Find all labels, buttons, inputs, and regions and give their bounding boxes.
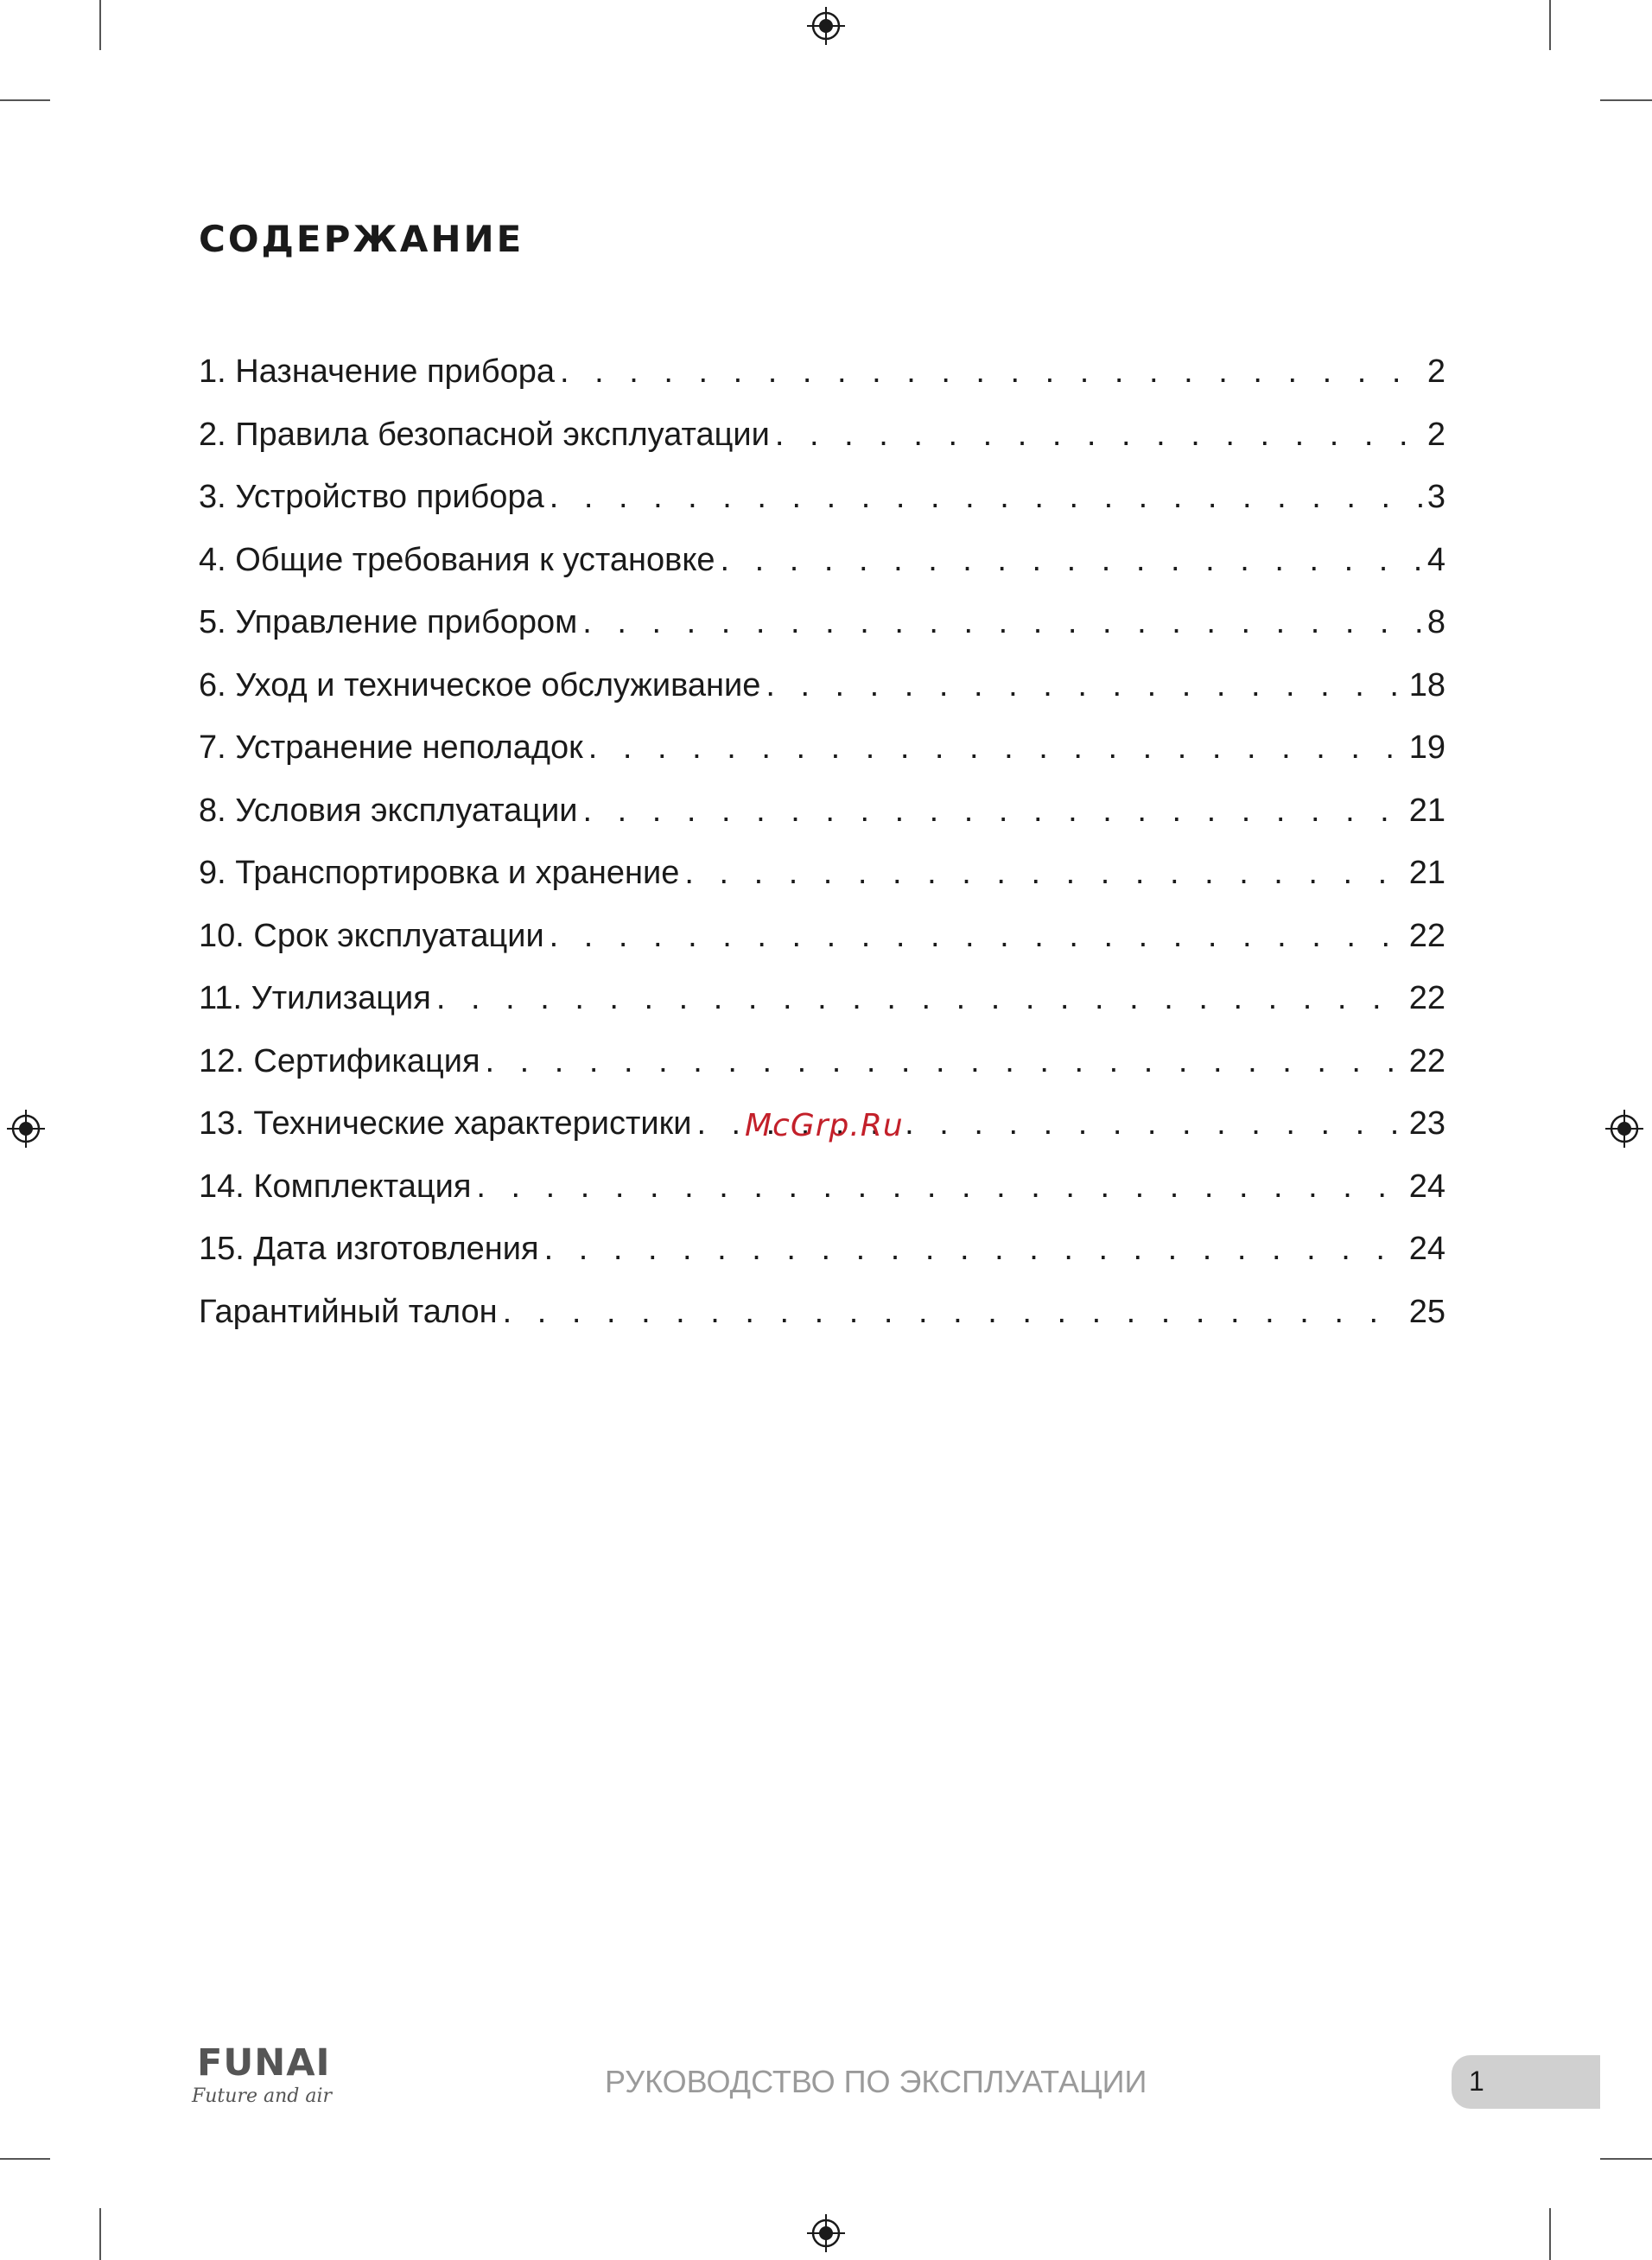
toc-entry[interactable] bbox=[199, 1035, 1446, 1098]
table-of-contents bbox=[199, 346, 1446, 1348]
crop-mark bbox=[0, 2158, 50, 2160]
toc-leader-dots bbox=[583, 785, 1404, 837]
toc-leader-dots bbox=[486, 1035, 1404, 1087]
toc-entry-page: 21 bbox=[1408, 792, 1446, 829]
toc-entry-label: 9. Транспортировка и хранение bbox=[199, 855, 680, 891]
registration-mark-icon bbox=[807, 2214, 845, 2252]
toc-entry[interactable] bbox=[199, 346, 1446, 409]
crop-mark bbox=[99, 0, 101, 50]
toc-entry[interactable] bbox=[199, 722, 1446, 785]
toc-entry-page: 19 bbox=[1408, 729, 1446, 766]
toc-leader-dots bbox=[775, 409, 1422, 461]
toc-leader-dots bbox=[550, 471, 1422, 523]
toc-entry-page: 22 bbox=[1408, 1042, 1446, 1079]
toc-leader-dots bbox=[684, 847, 1403, 899]
toc-entry-page: 2 bbox=[1426, 416, 1446, 453]
toc-entry[interactable] bbox=[199, 847, 1446, 910]
page-number: 1 bbox=[1469, 2066, 1484, 2097]
toc-entry[interactable] bbox=[199, 409, 1446, 472]
crop-mark bbox=[1600, 2158, 1652, 2160]
toc-leader-dots bbox=[436, 972, 1404, 1024]
toc-entry-page: 3 bbox=[1426, 479, 1446, 515]
toc-entry-page: 25 bbox=[1408, 1293, 1446, 1330]
toc-entry-label: 5. Управление прибором bbox=[199, 604, 578, 640]
registration-mark-icon bbox=[807, 7, 845, 45]
toc-entry[interactable] bbox=[199, 910, 1446, 973]
toc-leader-dots bbox=[766, 659, 1403, 711]
toc-entry[interactable] bbox=[199, 972, 1446, 1035]
watermark: McGrp.Ru bbox=[745, 1108, 904, 1143]
crop-mark bbox=[1600, 99, 1652, 101]
toc-entry-label: 3. Устройство прибора bbox=[199, 479, 544, 515]
toc-entry-page: 22 bbox=[1408, 917, 1446, 954]
toc-entry-label: 14. Комплектация bbox=[199, 1168, 472, 1205]
toc-entry-label: 10. Срок эксплуатации bbox=[199, 917, 544, 954]
registration-mark-icon bbox=[7, 1110, 45, 1148]
brand-logo bbox=[192, 2041, 339, 2110]
toc-entry-page: 2 bbox=[1426, 353, 1446, 390]
toc-entry-label: 6. Уход и техническое обслуживание bbox=[199, 666, 761, 703]
toc-entry[interactable] bbox=[199, 1223, 1446, 1286]
toc-entry-page: 21 bbox=[1408, 855, 1446, 891]
registration-mark-icon bbox=[1605, 1110, 1643, 1148]
toc-entry-page: 4 bbox=[1426, 541, 1446, 578]
toc-entry-page: 22 bbox=[1408, 980, 1446, 1016]
toc-entry[interactable] bbox=[199, 1286, 1446, 1349]
toc-entry-label: 4. Общие требования к установке bbox=[199, 541, 715, 578]
brand-name: FUNAI bbox=[197, 2041, 331, 2085]
toc-leader-dots bbox=[582, 596, 1422, 648]
toc-entry-label: 2. Правила безопасной эксплуатации bbox=[199, 416, 770, 453]
page-title: СОДЕРЖАНИЕ bbox=[199, 218, 524, 260]
toc-leader-dots bbox=[588, 722, 1404, 773]
toc-entry-label: 15. Дата изготовления bbox=[199, 1231, 539, 1267]
toc-entry-page: 23 bbox=[1408, 1105, 1446, 1142]
toc-entry[interactable] bbox=[199, 471, 1446, 534]
toc-entry-label: 1. Назначение прибора bbox=[199, 353, 556, 390]
toc-entry[interactable] bbox=[199, 785, 1446, 848]
toc-entry[interactable] bbox=[199, 1161, 1446, 1224]
toc-entry-page: 8 bbox=[1426, 604, 1446, 640]
toc-leader-dots bbox=[550, 910, 1404, 962]
toc-leader-dots bbox=[476, 1161, 1403, 1213]
toc-entry-label: Гарантийный талон bbox=[199, 1293, 498, 1330]
toc-entry-page: 24 bbox=[1408, 1231, 1446, 1267]
toc-leader-dots bbox=[544, 1223, 1404, 1275]
toc-leader-dots bbox=[560, 346, 1422, 398]
toc-entry-label: 7. Устранение неполадок bbox=[199, 729, 583, 766]
toc-leader-dots bbox=[503, 1286, 1404, 1338]
page-number-tab bbox=[1452, 2055, 1600, 2109]
toc-entry-page: 24 bbox=[1408, 1168, 1446, 1205]
toc-entry[interactable] bbox=[199, 659, 1446, 723]
crop-mark bbox=[1549, 2208, 1551, 2260]
toc-entry[interactable] bbox=[199, 596, 1446, 659]
footer-document-title: РУКОВОДСТВО ПО ЭКСПЛУАТАЦИИ bbox=[605, 2064, 1147, 2099]
toc-entry-label: 8. Условия эксплуатации bbox=[199, 792, 578, 829]
toc-entry[interactable] bbox=[199, 534, 1446, 597]
brand-tagline: Future and air bbox=[192, 2085, 333, 2107]
toc-entry-label: 11. Утилизация bbox=[199, 980, 431, 1016]
crop-mark bbox=[0, 99, 50, 101]
toc-entry-label: 13. Технические характеристики bbox=[199, 1105, 692, 1142]
toc-entry-page: 18 bbox=[1408, 666, 1446, 703]
toc-entry-label: 12. Сертификация bbox=[199, 1042, 480, 1079]
crop-mark bbox=[99, 2208, 101, 2260]
crop-mark bbox=[1549, 0, 1551, 50]
toc-leader-dots bbox=[721, 534, 1422, 586]
